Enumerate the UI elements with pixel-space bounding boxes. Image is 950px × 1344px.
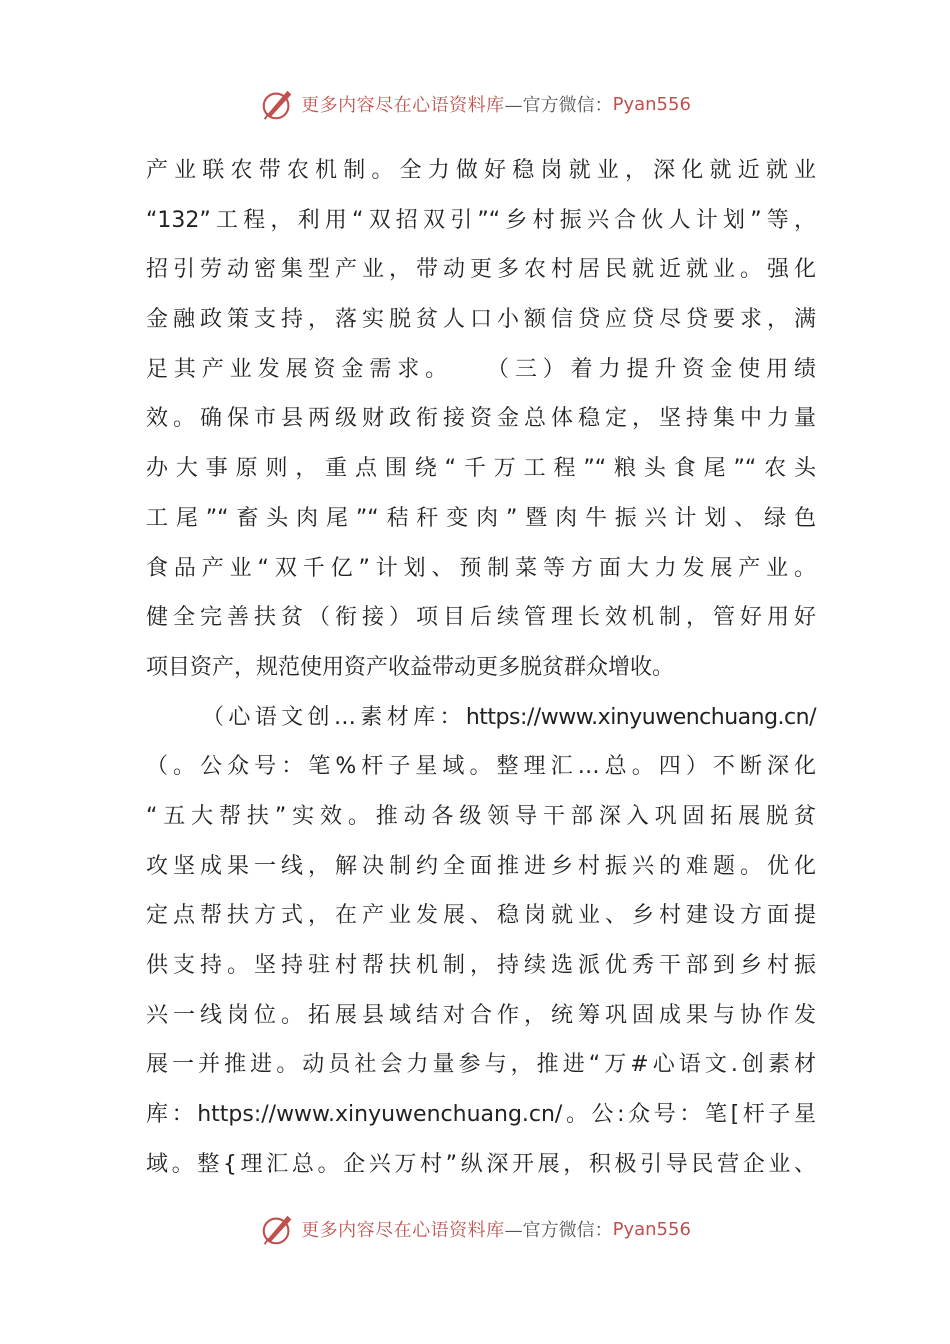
body-line: 库：https://www.xinyuwenchuang.cn/。公:众号：笔[杆子星 — [146, 1102, 816, 1128]
document-body — [146, 146, 816, 1189]
body-line: 食品产业“双千亿”计划、预制菜等方面大力发展产业。 — [146, 555, 816, 581]
body-line: 金融政策支持，落实脱贫人口小额信贷应贷尽贷要求，满 — [146, 307, 816, 333]
banner-separator-text: —官方微信： — [504, 1220, 613, 1241]
body-line: 供支持。坚持驻村帮扶机制，持续选派优秀干部到乡村振 — [146, 953, 816, 978]
body-line: 展一并推进。动员社会力量参与，推进“万#心语文.创素材 — [146, 1052, 816, 1078]
footer-banner — [0, 1209, 950, 1249]
banner-lead-text: 更多内容尽在心语资料库 — [301, 95, 505, 116]
body-line: （心语文创…素材库：https://www.xinyuwenchuang.cn/ — [202, 704, 816, 730]
body-line: 健全完善扶贫（衔接）项目后续管理长效机制，管好用好 — [146, 605, 816, 631]
body-line: 定点帮扶方式，在产业发展、稳岗就业、乡村建设方面提 — [146, 903, 816, 929]
body-line: （。公众号：笔%杆子星域。整理汇…总。四）不断深化 — [146, 754, 816, 780]
banner-account-text: Pyan556 — [612, 93, 691, 115]
body-line: “132”工程，利用“双招双引”“乡村振兴合伙人计划”等， — [146, 207, 816, 233]
body-line: 足其产业发展资金需求。 （三）着力提升资金使用绩 — [146, 356, 816, 382]
body-line: 域。整{理汇总。企兴万村”纵深开展，积极引导民营企业、 — [146, 1151, 816, 1177]
body-line: 效。确保市县两级财政衔接资金总体稳定，坚持集中力量 — [146, 406, 816, 432]
body-line: 攻坚成果一线，解决制约全面推进乡村振兴的难题。优化 — [146, 853, 816, 879]
body-line: 工尾”“畜头肉尾”“秸秆变肉”暨肉牛振兴计划、绿色 — [146, 505, 816, 531]
body-line: 项目资产，规范使用资产收益带动更多脱贫群众增收。 — [146, 654, 675, 680]
body-line: “五大帮扶”实效。推动各级领导干部深入巩固拓展脱贫 — [146, 803, 816, 829]
quill-logo-icon — [259, 85, 297, 123]
banner-lead-text: 更多内容尽在心语资料库 — [301, 1220, 505, 1241]
header-banner — [0, 84, 950, 124]
body-line: 办大事原则，重点围绕“千万工程”“粮头食尾”“农头 — [146, 456, 816, 482]
body-line: 兴一线岗位。拓展县域结对合作，统筹巩固成果与协作发 — [146, 1002, 816, 1028]
quill-logo-icon — [259, 1210, 297, 1248]
body-line: 产业联农带农机制。全力做好稳岗就业，深化就近就业 — [146, 158, 816, 183]
banner-separator-text: —官方微信： — [504, 95, 613, 116]
banner-account-text: Pyan556 — [612, 1218, 691, 1240]
body-line: 招引劳动密集型产业，带动更多农村居民就近就业。强化 — [146, 257, 816, 283]
